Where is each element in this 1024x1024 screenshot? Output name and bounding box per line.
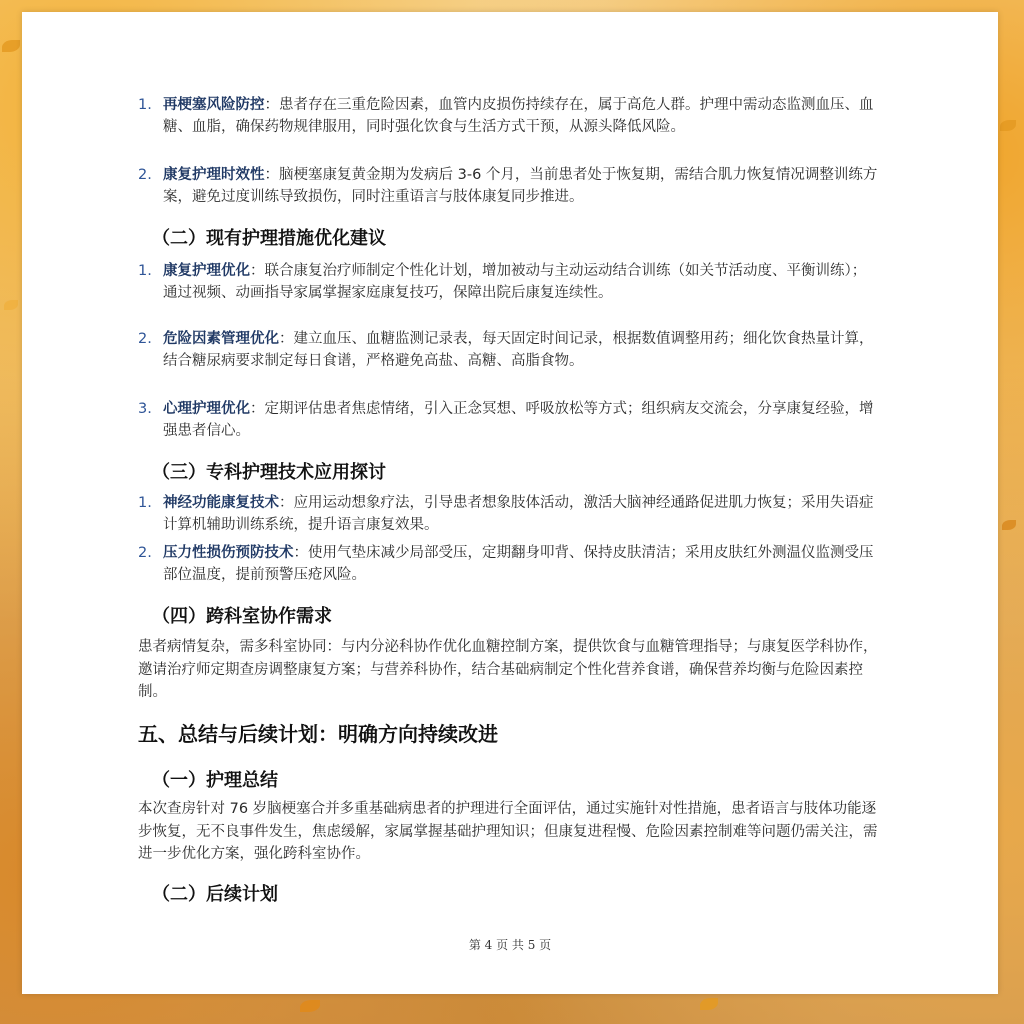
- item-term: 再梗塞风险防控: [163, 97, 265, 113]
- leaf-decoration: [2, 40, 20, 52]
- section-heading: （三）专科护理技术应用探讨: [152, 462, 386, 483]
- item-text: ：患者存在三重危险因素，血管内皮损伤持续存在，属于高危人群。护理中需动态监测血压、血糖、血脂，确保药物规律服用，同时强化饮食与生活方式干预，从源头降低风险。: [163, 97, 874, 135]
- item-number: 2.: [138, 545, 152, 561]
- paragraph: 本次查房针对 76 岁脑梗塞合并多重基础病患者的护理进行全面评估，通过实施针对性措施，患者语言与肢体功能逐步恢复，无不良事件发生，焦虑缓解，家属掌握基础护理知识；但康复进程慢、危险因素控制难等问题仍需关注，需进一步优化方案，强化跨科室协作。: [138, 801, 878, 862]
- leaf-decoration: [300, 1000, 320, 1012]
- item-text: ：定期评估患者焦虑情绪，引入正念冥想、呼吸放松等方式；组织病友交流会，分享康复经验，增强患者信心。: [163, 401, 874, 439]
- item-number: 2.: [138, 331, 152, 347]
- item-text: ：联合康复治疗师制定个性化计划，增加被动与主动运动结合训练（如关节活动度、平衡训练）；通过视频、动画指导家属掌握家庭康复技巧，保障出院后康复连续性。: [163, 263, 867, 301]
- list-item: [138, 542, 878, 586]
- list-item: [138, 492, 878, 536]
- list-item: [138, 94, 878, 138]
- item-term: 压力性损伤预防技术: [163, 545, 294, 561]
- list-item: [138, 260, 878, 304]
- item-text: ：应用运动想象疗法，引导患者想象肢体活动，激活大脑神经通路促进肌力恢复；采用失语症计算机辅助训练系统，提升语言康复效果。: [163, 495, 874, 533]
- leaf-decoration: [1000, 120, 1016, 131]
- section-heading: （二）后续计划: [152, 884, 278, 905]
- section-heading: （四）跨科室协作需求: [152, 606, 332, 627]
- section-heading: （一）护理总结: [152, 770, 278, 791]
- item-term: 心理护理优化: [163, 401, 250, 417]
- item-number: 3.: [138, 401, 152, 417]
- item-text: ：使用气垫床减少局部受压，定期翻身叩背、保持皮肤清洁；采用皮肤红外测温仪监测受压部位温度，提前预警压疮风险。: [163, 545, 874, 583]
- item-number: 2.: [138, 167, 152, 183]
- leaf-decoration: [4, 300, 18, 310]
- item-text: ：建立血压、血糖监测记录表，每天固定时间记录，根据数值调整用药；细化饮食热量计算，结合糖尿病要求制定每日食谱，严格避免高盐、高糖、高脂食物。: [163, 331, 874, 369]
- list-item: [138, 328, 878, 372]
- section-heading: （二）现有护理措施优化建议: [152, 228, 386, 249]
- item-term: 康复护理时效性: [163, 167, 265, 183]
- chapter-heading: 五、总结与后续计划：明确方向持续改进: [138, 722, 498, 746]
- item-number: 1.: [138, 495, 152, 511]
- list-item: [138, 164, 878, 208]
- item-term: 危险因素管理优化: [163, 331, 279, 347]
- item-term: 康复护理优化: [163, 263, 250, 279]
- item-number: 1.: [138, 97, 152, 113]
- page-number: 第 4 页 共 5 页: [468, 938, 552, 952]
- item-term: 神经功能康复技术: [163, 495, 279, 511]
- paragraph: 患者病情复杂，需多科室协同：与内分泌科协作优化血糖控制方案，提供饮食与血糖管理指导；与康复医学科协作，邀请治疗师定期查房调整康复方案；与营养科协作，结合基础病制定个性化营养食谱，确保营养均衡与危险因素控制。: [138, 639, 878, 700]
- leaf-decoration: [1002, 520, 1016, 530]
- document-page: [22, 12, 998, 994]
- list-item: [138, 398, 878, 442]
- item-number: 1.: [138, 263, 152, 279]
- leaf-decoration: [700, 998, 718, 1010]
- item-text: ：脑梗塞康复黄金期为发病后 3-6 个月，当前患者处于恢复期，需结合肌力恢复情况调整训练方案，避免过度训练导致损伤，同时注重语言与肢体康复同步推进。: [163, 167, 878, 205]
